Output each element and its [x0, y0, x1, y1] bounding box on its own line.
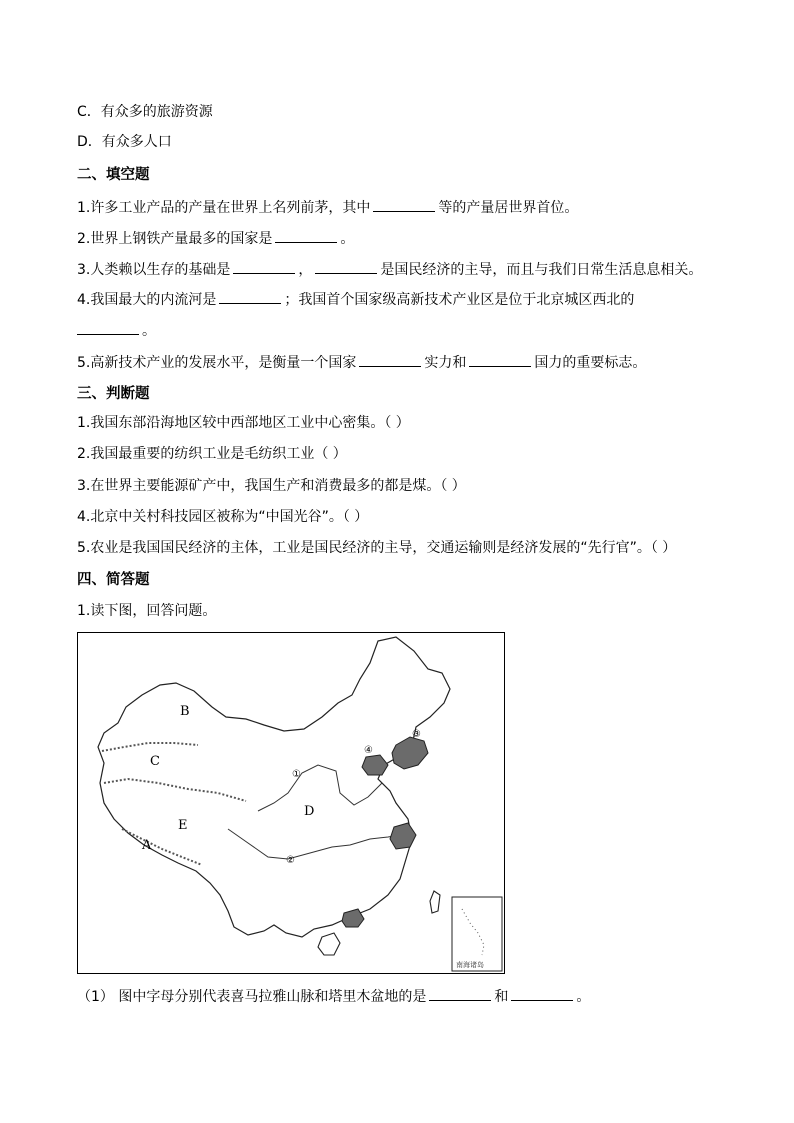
q3-text-a: 3.人类赖以生存的基础是	[77, 262, 231, 278]
south-china-sea-inset	[452, 897, 502, 971]
judge-question-4: 4.北京中关村科技园区被称为“中国光谷”。（ ）	[77, 509, 369, 525]
q4-text-b: ；我国首个国家级高新技术产业区是位于北京城区西北的	[284, 292, 635, 308]
q3-text-b: ，	[298, 262, 313, 278]
region-pearl-river-delta	[342, 909, 364, 927]
answer-blank[interactable]	[469, 353, 531, 367]
section-heading-judge: 三、判断题	[77, 386, 150, 402]
answer-blank[interactable]	[429, 987, 491, 1001]
fill-question-4	[77, 290, 634, 309]
answer-blank[interactable]	[359, 353, 421, 367]
q1-text-b: 等的产量居世界首位。	[438, 200, 579, 216]
judge-question-1: 1.我国东部沿海地区较中西部地区工业中心密集。（ ）	[77, 415, 410, 431]
fill-question-3	[77, 260, 702, 279]
q2-text-b: 。	[340, 231, 355, 247]
sub1-text-b: 和	[494, 989, 509, 1005]
answer-blank[interactable]	[315, 260, 377, 274]
china-map-svg	[78, 633, 503, 972]
map-label-e: E	[178, 818, 188, 833]
map-marker-2: ②	[286, 855, 295, 866]
q5-text-c: 国力的重要标志。	[534, 355, 647, 371]
map-marker-3: ③	[412, 729, 421, 740]
map-label-a: A	[142, 838, 152, 853]
hainan-island	[318, 933, 340, 955]
taiwan-island	[430, 891, 440, 913]
sub1-text-c: 。	[576, 989, 591, 1005]
judge-question-2: 2.我国最重要的纺织工业是毛纺织工业（ ）	[77, 446, 347, 462]
q1-text-a: 1.许多工业产品的产量在世界上名列前茅，其中	[77, 200, 371, 216]
section-heading-short: 四、简答题	[77, 572, 150, 588]
q4-text-a: 4.我国最大的内流河是	[77, 292, 217, 308]
choice-c: C．有众多的旅游资源	[77, 104, 213, 120]
judge-question-5: 5.农业是我国国民经济的主体，工业是国民经济的主导，交通运输则是经济发展的“先行官”。（ ）	[77, 540, 677, 556]
section-heading-fill: 二、填空题	[77, 167, 150, 183]
answer-blank[interactable]	[233, 260, 295, 274]
yellow-river	[258, 765, 382, 811]
map-label-c: C	[150, 754, 160, 769]
answer-blank[interactable]	[219, 290, 281, 304]
q5-text-a: 5.高新技术产业的发展水平，是衡量一个国家	[77, 355, 357, 371]
region-huning-hang	[390, 823, 416, 849]
fill-question-2	[77, 229, 354, 248]
short-question-1: 1.读下图，回答问题。	[77, 603, 217, 619]
fill-question-4-cont	[77, 321, 156, 340]
fill-question-5	[77, 353, 646, 372]
map-label-d: D	[304, 804, 315, 819]
inset-label: 南海诸岛	[456, 961, 484, 969]
answer-blank[interactable]	[511, 987, 573, 1001]
q3-text-c: 是国民经济的主导，而且与我们日常生活息息相关。	[380, 262, 703, 278]
choice-d: D．有众多人口	[77, 134, 172, 150]
region-liaozhong	[392, 737, 428, 769]
map-marker-1: ①	[292, 769, 301, 780]
tianshan-mountains	[102, 743, 198, 751]
answer-blank[interactable]	[373, 198, 435, 212]
himalaya-mountains	[122, 829, 202, 865]
q5-text-b: 实力和	[424, 355, 467, 371]
china-outline	[98, 637, 450, 937]
fill-question-1	[77, 198, 578, 217]
answer-blank[interactable]	[275, 229, 337, 243]
kunlun-mountains	[104, 779, 246, 801]
region-jingjintang	[362, 755, 388, 775]
map-label-b: B	[180, 704, 190, 719]
map-marker-4: ④	[364, 745, 373, 756]
yangtze-river	[228, 829, 400, 859]
q4-text-c: 。	[142, 323, 156, 339]
china-map-figure	[77, 632, 505, 974]
judge-question-3: 3.在世界主要能源矿产中，我国生产和消费最多的都是煤。（ ）	[77, 478, 466, 494]
short-subquestion-1	[77, 987, 590, 1006]
answer-blank[interactable]	[77, 321, 139, 335]
q2-text-a: 2.世界上钢铁产量最多的国家是	[77, 231, 273, 247]
sub1-text-a: （1） 图中字母分别代表喜马拉雅山脉和塔里木盆地的是	[77, 989, 427, 1005]
